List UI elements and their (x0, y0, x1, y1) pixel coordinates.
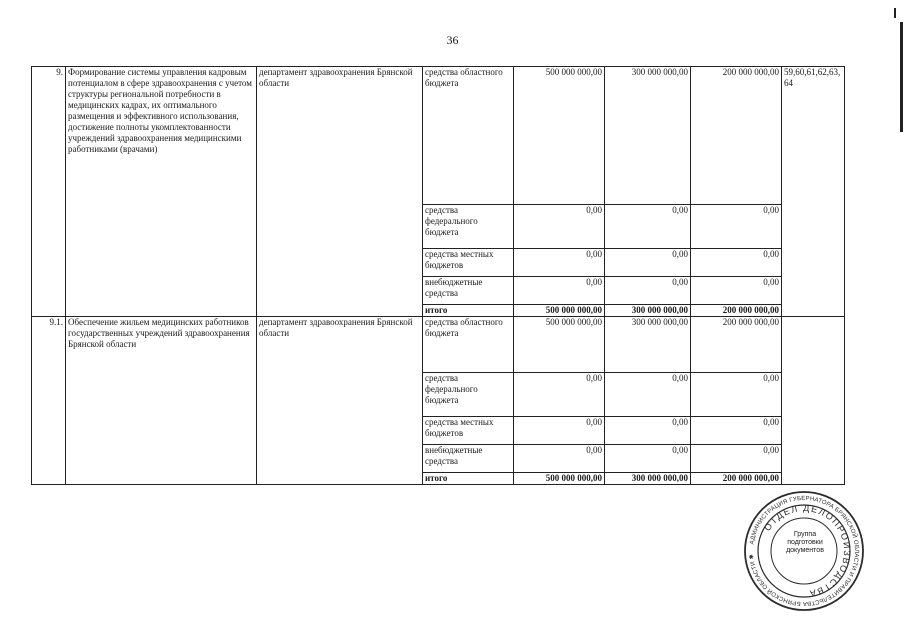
funding-year1: 0,00 (514, 373, 605, 417)
item-name: Формирование системы управления кадровым потенциалом в сфере здравоохранения с учетом структуры региональной потребности в медицинских кадрах, их оптимального размещения и эффективного использования, достижение полноты укомплектованности учреждений здравоохранения медицинскими работниками (врачами) (66, 67, 257, 317)
funding-year3: 200 000 000,00 (691, 305, 782, 317)
funding-year2: 300 000 000,00 (605, 473, 691, 485)
item-number: 9.1. (32, 317, 66, 485)
item-number: 9. (32, 67, 66, 317)
funding-year2: 300 000 000,00 (605, 317, 691, 373)
funding-year3: 0,00 (691, 205, 782, 249)
item-executor: департамент здравоохранения Брянской области (257, 67, 423, 317)
stamp-caption (779, 531, 831, 555)
funding-source: внебюджетные средства (423, 445, 514, 473)
table-row (32, 317, 845, 373)
funding-table (31, 66, 845, 485)
funding-source: средства федерального бюджета (423, 205, 514, 249)
funding-year3: 0,00 (691, 249, 782, 277)
stamp-inner-ring-text: ОТДЕЛ ДЕЛОПРОИЗВОДСТВА (762, 502, 853, 599)
funding-year3: 200 000 000,00 (691, 317, 782, 373)
funding-year1: 0,00 (514, 277, 605, 305)
stamp-ring-text: АДМИНИСТРАЦИЯ ГУБЕРНАТОРА БРЯНСКОЙ ОБЛАСТИ И ПРАВИТЕЛЬСТВА БРЯНСКОЙ ОБЛАСТИ ✱ (749, 495, 860, 607)
funding-year1: 500 000 000,00 (514, 305, 605, 317)
item-indicators: 59,60,61,62,63, 64 (782, 67, 845, 317)
funding-source: итого (423, 305, 514, 317)
funding-year1: 0,00 (514, 205, 605, 249)
funding-year1: 500 000 000,00 (514, 473, 605, 485)
item-name: Обеспечение жильем медицинских работников государственных учреждений здравоохранения Брянской области (66, 317, 257, 485)
funding-year1: 500 000 000,00 (514, 67, 605, 205)
funding-year1: 0,00 (514, 417, 605, 445)
item-indicators (782, 317, 845, 485)
scan-edge-mark (894, 8, 896, 18)
funding-source: средства местных бюджетов (423, 249, 514, 277)
funding-year3: 0,00 (691, 373, 782, 417)
funding-source: средства областного бюджета (423, 67, 514, 205)
funding-year3: 0,00 (691, 445, 782, 473)
funding-year3: 200 000 000,00 (691, 473, 782, 485)
stamp-caption-line: Группа (793, 531, 817, 538)
funding-source: средства областного бюджета (423, 317, 514, 373)
funding-year2: 0,00 (605, 277, 691, 305)
funding-year3: 0,00 (691, 417, 782, 445)
funding-year2: 0,00 (605, 373, 691, 417)
funding-year1: 500 000 000,00 (514, 317, 605, 373)
funding-source: внебюджетные средства (423, 277, 514, 305)
funding-source: средства местных бюджетов (423, 417, 514, 445)
funding-year2: 0,00 (605, 445, 691, 473)
funding-year2: 0,00 (605, 205, 691, 249)
funding-source: итого (423, 473, 514, 485)
funding-year2: 300 000 000,00 (605, 67, 691, 205)
funding-year1: 0,00 (514, 249, 605, 277)
funding-year2: 0,00 (605, 249, 691, 277)
stamp-caption-line: подготовки (787, 539, 823, 546)
funding-year1: 0,00 (514, 445, 605, 473)
table-row (32, 67, 845, 205)
funding-year3: 0,00 (691, 277, 782, 305)
funding-year2: 0,00 (605, 417, 691, 445)
funding-year2: 300 000 000,00 (605, 305, 691, 317)
stamp-caption-line: документов (786, 547, 824, 554)
item-executor: департамент здравоохранения Брянской области (257, 317, 423, 485)
page-number: 36 (446, 33, 459, 47)
funding-source: средства федерального бюджета (423, 373, 514, 417)
funding-year3: 200 000 000,00 (691, 67, 782, 205)
